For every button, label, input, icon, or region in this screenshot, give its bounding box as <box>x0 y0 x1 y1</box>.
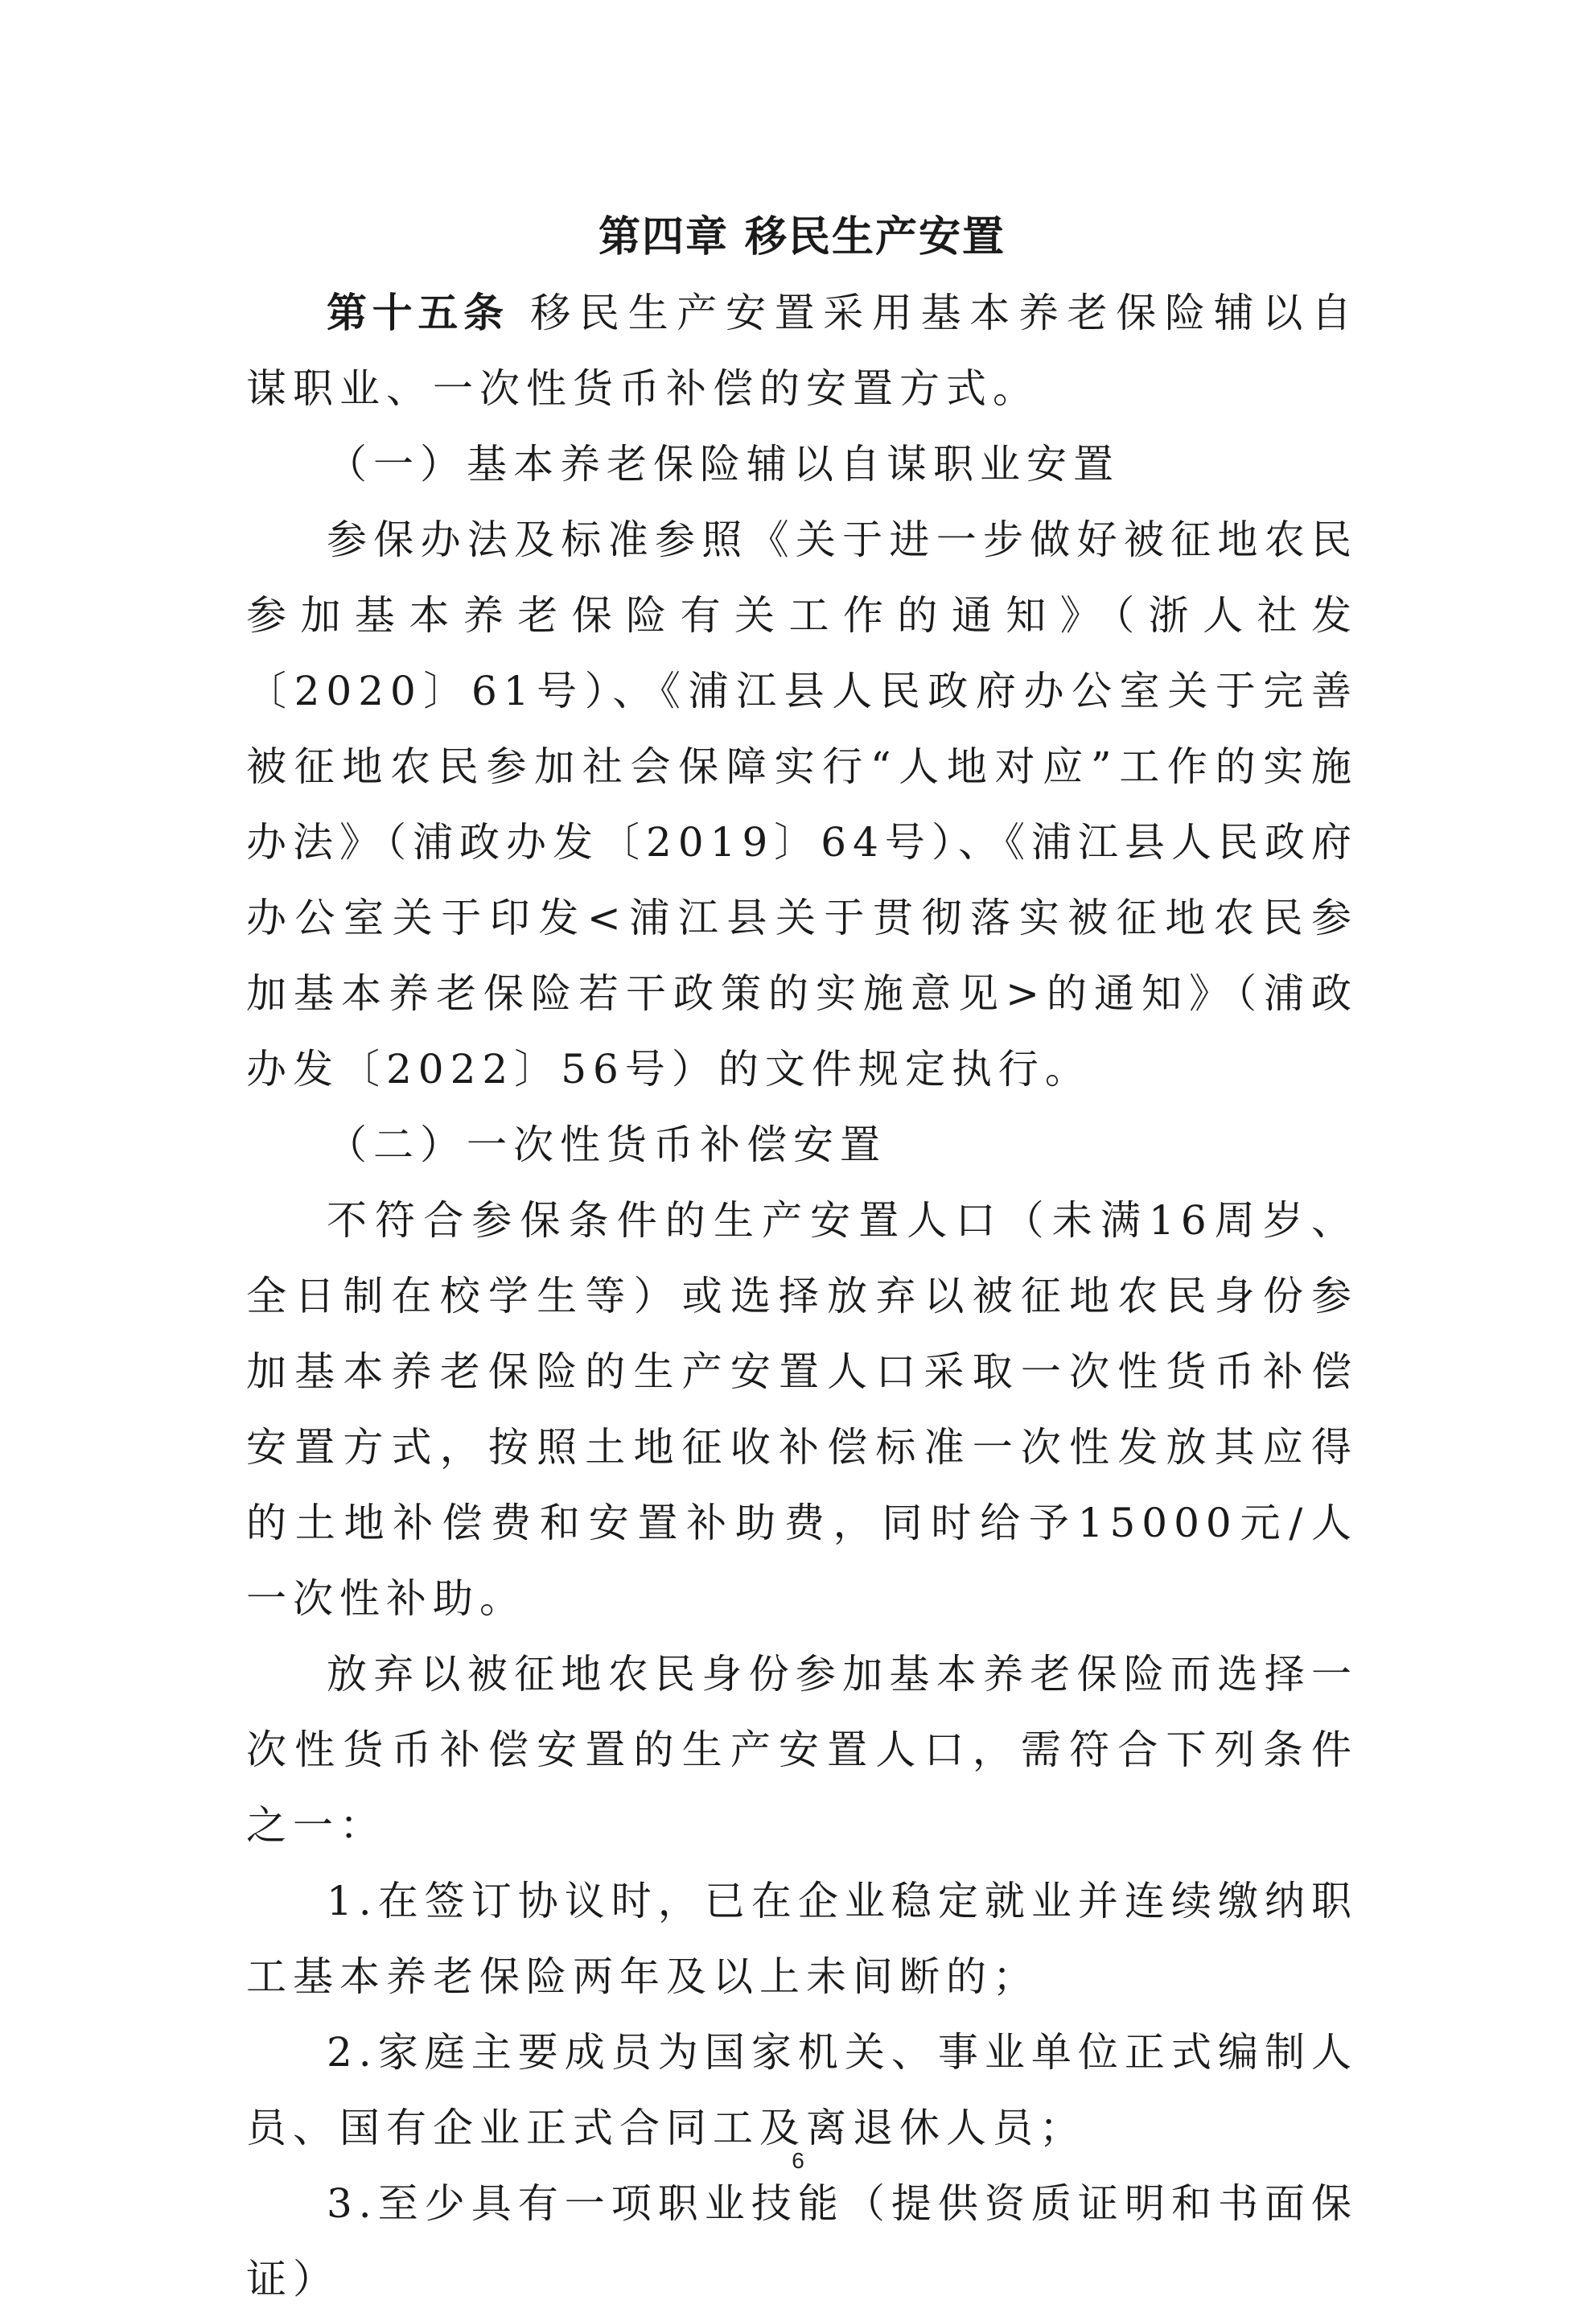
section-heading-2: （二）一次性货币补偿安置 <box>327 1121 886 1168</box>
article-label: 第十五条 <box>327 290 509 336</box>
article-15-paragraph <box>246 275 1358 426</box>
page-number: 6 <box>792 2148 804 2173</box>
document-body <box>246 275 1358 2317</box>
section-heading-1: （一）基本养老保险辅以自谋职业安置 <box>327 441 1120 488</box>
section-2-paragraph-1: 不符合参保条件的生产安置人口（未满16周岁、全日制在校学生等）或选择放弃以被征地农民身份参加基本养老保险的生产安置人口采取一次性货币补偿安置方式，按照土地征收补偿标准一次性发放其应得的土地补偿费和安置补助费，同时给予15000元/人一次性补助。 <box>246 1197 1358 1622</box>
article-text: 移民生产安置采用基本养老保险辅以自谋职业、一次性货币补偿的安置方式。 <box>246 290 1359 412</box>
section-1-paragraph: 参保办法及标准参照《关于进一步做好被征地农民参加基本养老保险有关工作的通知》（浙人社发〔2020〕61号）、《浦江县人民政府办公室关于完善被征地农民参加社会保障实行“人地对应”工作的实施办法》（浦政办发〔2019〕64号）、《浦江县人民政府办公室关于印发<浦江县关于贯彻落实被征地农民参加基本养老保险若干政策的实施意见>的通知》（浦政办发〔2022〕56号）的文件规定执行。 <box>246 516 1358 1093</box>
condition-item-3: 3.至少具有一项职业技能（提供资质证明和书面保证） <box>246 2180 1358 2303</box>
chapter-title: 第四章 移民生产安置 <box>598 213 1006 261</box>
condition-item-2: 2.家庭主要成员为国家机关、事业单位正式编制人员、国有企业正式合同工及离退休人员； <box>246 2029 1358 2151</box>
condition-item-1: 1.在签订协议时，已在企业稳定就业并连续缴纳职工基本养老保险两年及以上未间断的； <box>246 1878 1358 2000</box>
article-spacer <box>509 290 531 336</box>
section-2-paragraph-2: 放弃以被征地农民身份参加基本养老保险而选择一次性货币补偿安置的生产安置人口，需符合下列条件之一： <box>246 1651 1358 1849</box>
